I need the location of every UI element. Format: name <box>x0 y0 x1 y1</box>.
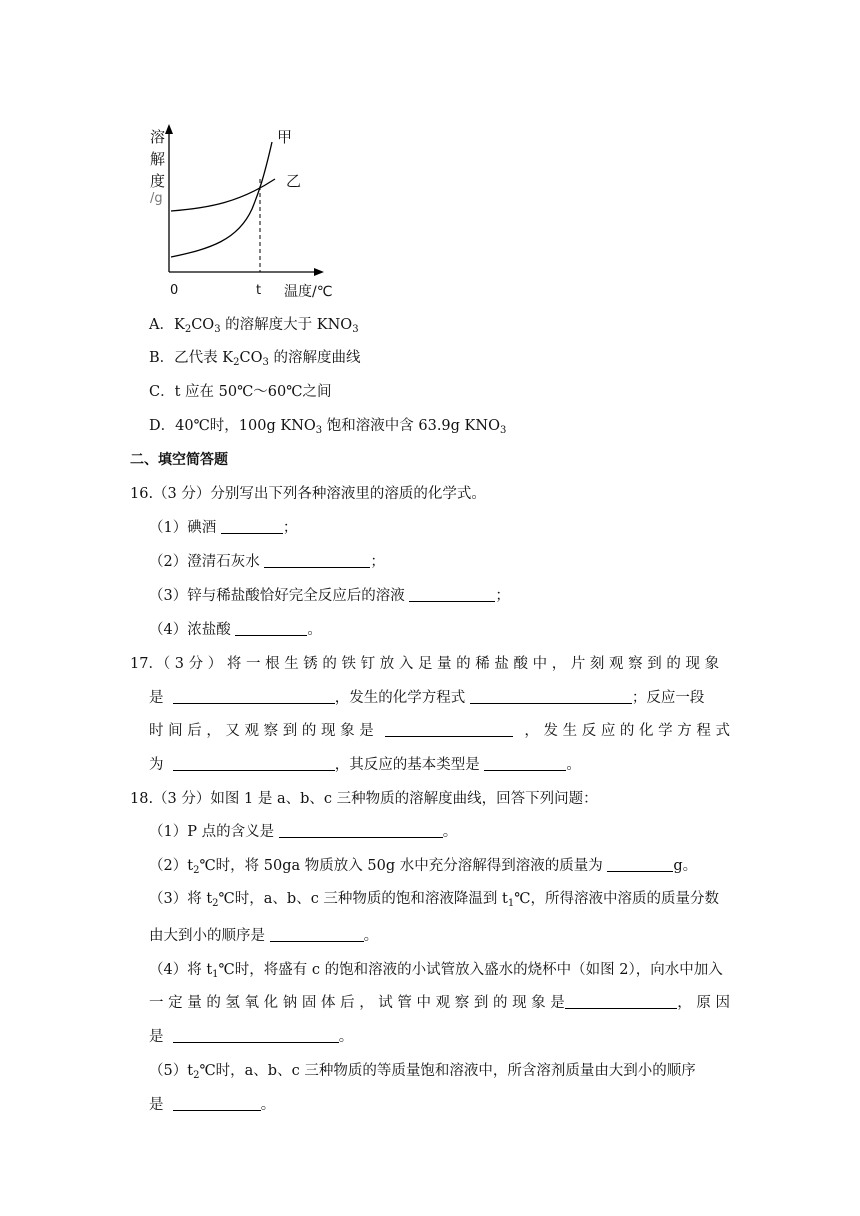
q18-item-5b: 是 。 <box>149 1097 276 1113</box>
q18-item-1: （1）P 点的含义是 。 <box>149 824 458 840</box>
q16-stem: 16.（3 分）分别写出下列各种溶液里的溶质的化学式。 <box>130 486 486 502</box>
curve-label-yi: 乙 <box>286 172 302 190</box>
q16-item-1: （1）碘酒 ； <box>149 520 298 536</box>
q17-line-4: 为 ，其反应的基本类型是 。 <box>149 757 581 773</box>
answer-blank[interactable] <box>565 993 677 1009</box>
answer-blank[interactable] <box>264 552 370 568</box>
xlabel: 温度/℃ <box>284 284 333 300</box>
q18-item-4a: （4）将 $t_1℃$时，将盛有 c 的饱和溶液的小试管放入盛水的烧杯中（如图 2），向水中加入 <box>149 962 723 980</box>
answer-blank[interactable] <box>173 755 335 771</box>
option-c: C．t 应在 50℃～60℃之间 <box>149 384 332 400</box>
ylabel-char-2: 解 <box>150 150 166 168</box>
origin-label: 0 <box>170 283 179 298</box>
curve-label-jia: 甲 <box>277 128 293 146</box>
option-a: A．$K_2CO_3$ 的溶解度大于 $KNO_3$ <box>149 317 359 335</box>
answer-blank[interactable] <box>173 1095 261 1111</box>
answer-blank[interactable] <box>221 518 283 534</box>
x-axis-arrow <box>314 268 324 276</box>
answer-blank[interactable] <box>484 755 566 771</box>
solubility-graph <box>140 122 350 304</box>
q16-item-3: （3）锌与稀盐酸恰好完全反应后的溶液 ； <box>149 588 510 604</box>
q18-stem: 18.（3 分）如图 1 是 a、b、c 三种物质的溶解度曲线，回答下列问题： <box>130 791 598 807</box>
option-d: D．40℃时，100g $KNO_3$ 饱和溶液中含 63.9g $KNO_3$ <box>149 418 507 436</box>
answer-blank[interactable] <box>607 856 673 872</box>
answer-blank[interactable] <box>173 688 335 704</box>
answer-blank[interactable] <box>385 721 513 737</box>
ylabel-char-1: 溶 <box>150 128 166 146</box>
curve-yi <box>171 179 275 211</box>
q18-item-4c: 是 。 <box>149 1029 354 1045</box>
section-title: 二、填空简答题 <box>130 452 228 468</box>
answer-blank[interactable] <box>173 1027 339 1043</box>
q18-item-3a: （3）将 $t_2℃$时，a、b、c 三种物质的饱和溶液降温到 $t_1℃$，所得溶液中溶质的质量分数 <box>149 891 719 909</box>
answer-blank[interactable] <box>279 822 443 838</box>
t-tick-label: t <box>256 283 262 298</box>
option-b: B．乙代表 $K_2CO_3$ 的溶解度曲线 <box>149 350 361 368</box>
answer-blank[interactable] <box>235 620 307 636</box>
q18-item-3b: 由大到小的顺序是 。 <box>149 928 379 944</box>
q17-line-2: 是 ，发生的化学方程式 ；反应一段 <box>149 690 705 706</box>
y-axis-arrow <box>165 124 173 134</box>
q18-item-2: $(2)t_2℃$时，将 50ga 物质放入 50g 水中充分溶解得到溶液的质量为 g。 <box>149 858 698 876</box>
curve-jia <box>171 142 272 257</box>
q16-item-2: （2）澄清石灰水 ； <box>149 554 385 570</box>
q18-item-4b: 一 定 量 的 氢 氧 化 钠 固 体 后 ， 试 管 中 观 察 到 的 现 象 是 ， 原 因 <box>149 995 730 1011</box>
q16-item-4: （4）浓盐酸 。 <box>149 622 322 638</box>
q17-line-3: 时 间 后 ， 又 观 察 到 的 现 象 是 ， 发 生 反 应 的 化 学 方 程 式 <box>149 723 730 739</box>
q18-item-5a: $(5)t_2℃$时，a、b、c 三种物质的等质量饱和溶液中，所含溶剂质量由大到小的顺序 <box>149 1063 696 1081</box>
ylabel-char-3: 度 <box>150 172 166 190</box>
answer-blank[interactable] <box>409 586 495 602</box>
answer-blank[interactable] <box>470 688 632 704</box>
answer-blank[interactable] <box>270 926 364 942</box>
q17-line-1: 17．（ 3 分 ） 将 一 根 生 锈 的 铁 钉 放 入 足 量 的 稀 盐 酸 中 ， 片 刻 观 察 到 的 现 象 <box>130 656 720 672</box>
ylabel-unit: /g <box>150 191 163 206</box>
